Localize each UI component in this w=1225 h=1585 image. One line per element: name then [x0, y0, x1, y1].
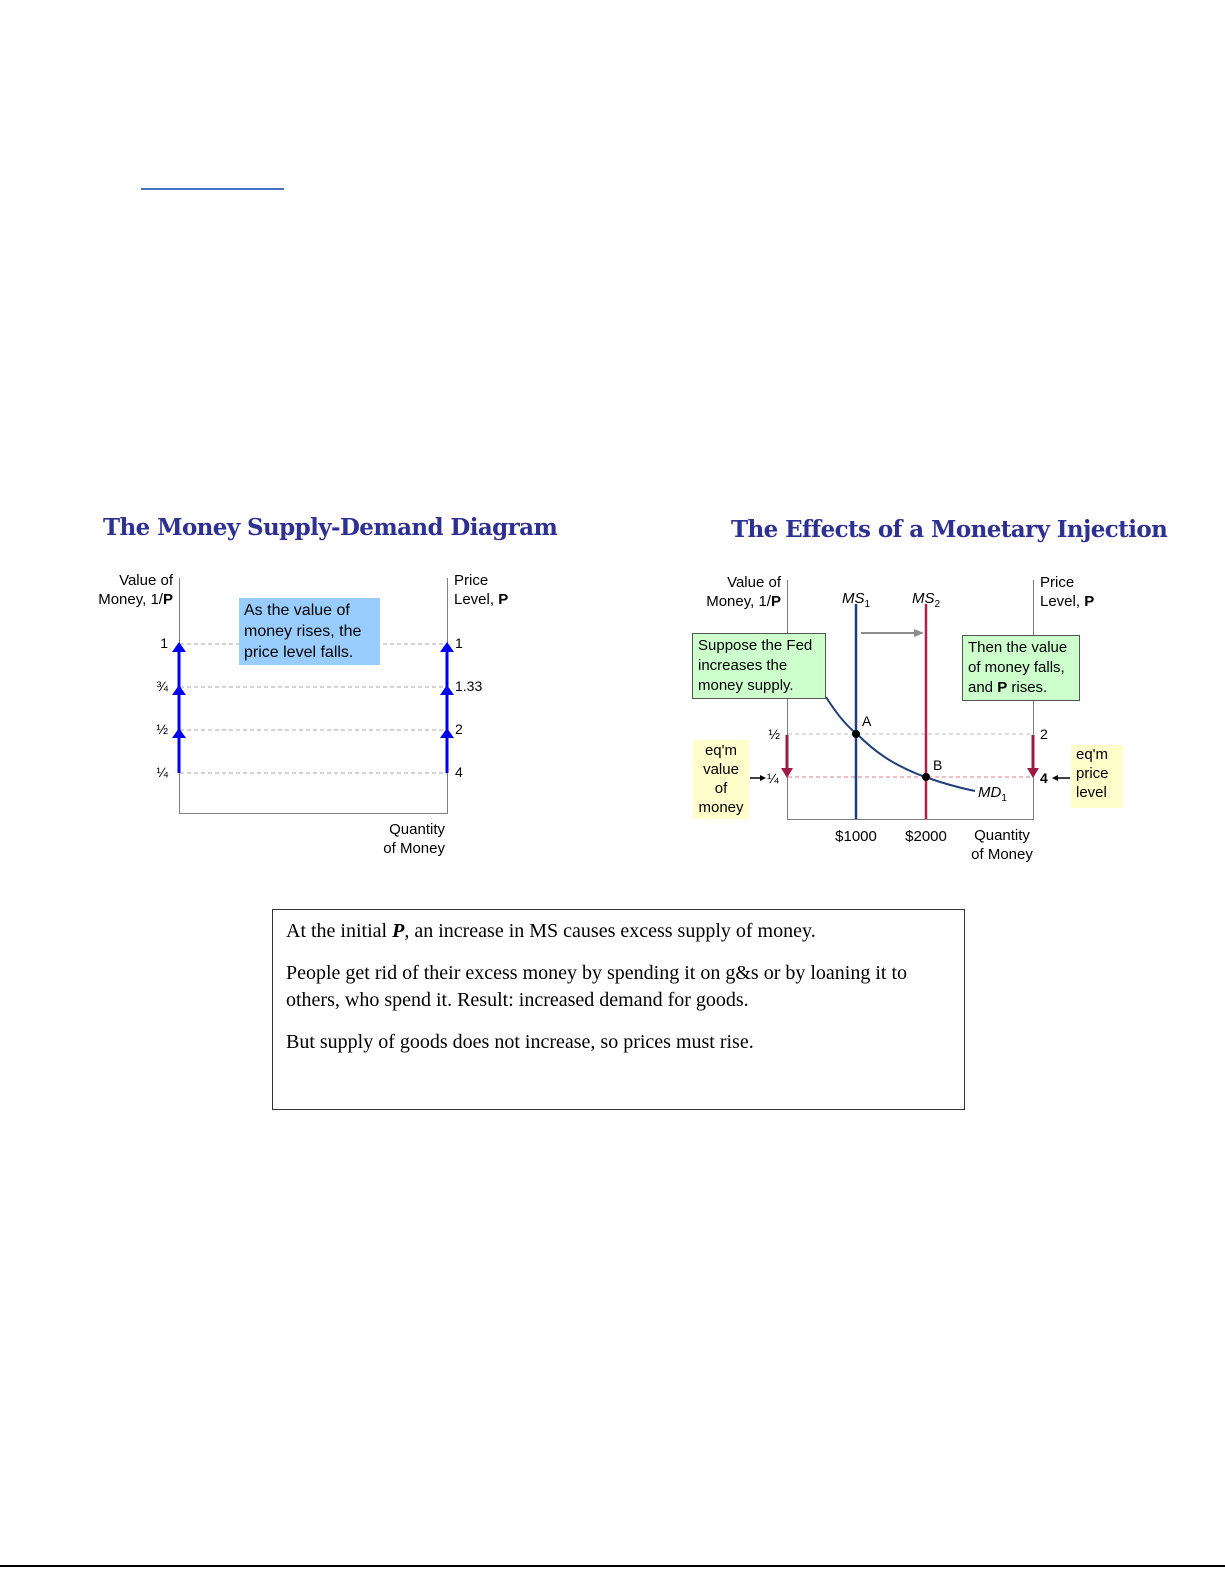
x-tick-1000: $1000: [835, 828, 877, 845]
eq-price-pointer-head: [1052, 775, 1058, 781]
left-diagram-title: The Money Supply-Demand Diagram: [103, 514, 558, 541]
fed-increase-callout: Suppose the Fed increases the money supply.: [692, 633, 826, 699]
explanation-box: [272, 909, 965, 1110]
right-left-tick-quarter: ¼: [767, 770, 779, 786]
explanation-p2: People get rid of their excess money by spending it on g&s or by loaning it to others, who spend it. Result: increased demand for goods.: [286, 962, 908, 1011]
right-left-tick-half: ½: [768, 726, 780, 742]
value-falls-callout: Then the value of money falls, and P rises.: [962, 635, 1080, 701]
left-tick-1-2: ½: [156, 721, 168, 737]
left-y-axis-label: Value of Money, 1/P: [98, 572, 173, 608]
eq-value-box: eq'm value of money: [693, 740, 749, 819]
point-b-label: B: [933, 757, 943, 773]
eq-price-box: eq'm price level: [1071, 745, 1123, 808]
md1-label: $MD_1$: [978, 784, 1007, 804]
left-right-axis-label: Price Level, P: [454, 572, 509, 608]
x-tick-2000: $2000: [905, 828, 947, 845]
ms2-label: $MS_2$: [912, 590, 941, 610]
shift-arrow-head: [914, 629, 924, 637]
right-right-axis-label: Price Level, P: [1040, 574, 1095, 610]
point-a-label: A: [862, 713, 872, 729]
left-tick-1: 1: [160, 635, 168, 651]
left-tick-3-4: ¾: [156, 678, 168, 694]
right-tick-1-33: 1.33: [455, 678, 483, 694]
left-callout: As the value of money rises, the price level falls.: [239, 598, 380, 665]
left-x-axis-label: Quantity of Money: [383, 821, 445, 857]
eq-value-pointer-head: [760, 775, 766, 781]
right-diagram-title: The Effects of a Monetary Injection: [731, 516, 1168, 543]
right-x-axis-label: Quantity of Money: [971, 827, 1033, 863]
right-tick-1: 1: [455, 635, 463, 651]
explanation-p1: At the initial P, an increase in MS causes excess supply of money.: [286, 920, 816, 942]
point-a-dot: [852, 730, 860, 738]
right-y-axis-label: Value of Money, 1/P: [706, 574, 781, 610]
right-tick-4: 4: [455, 764, 463, 780]
right-right-tick-4: 4: [1040, 770, 1048, 786]
point-b-dot: [922, 773, 930, 781]
explanation-p3: But supply of goods does not increase, so prices must rise.: [286, 1031, 754, 1053]
footer-rule: [0, 1565, 1225, 1567]
ms1-label: $MS_1$: [842, 590, 871, 610]
left-tick-1-4: ¼: [156, 764, 168, 780]
right-right-tick-2: 2: [1040, 726, 1048, 742]
right-tick-2: 2: [455, 721, 463, 737]
